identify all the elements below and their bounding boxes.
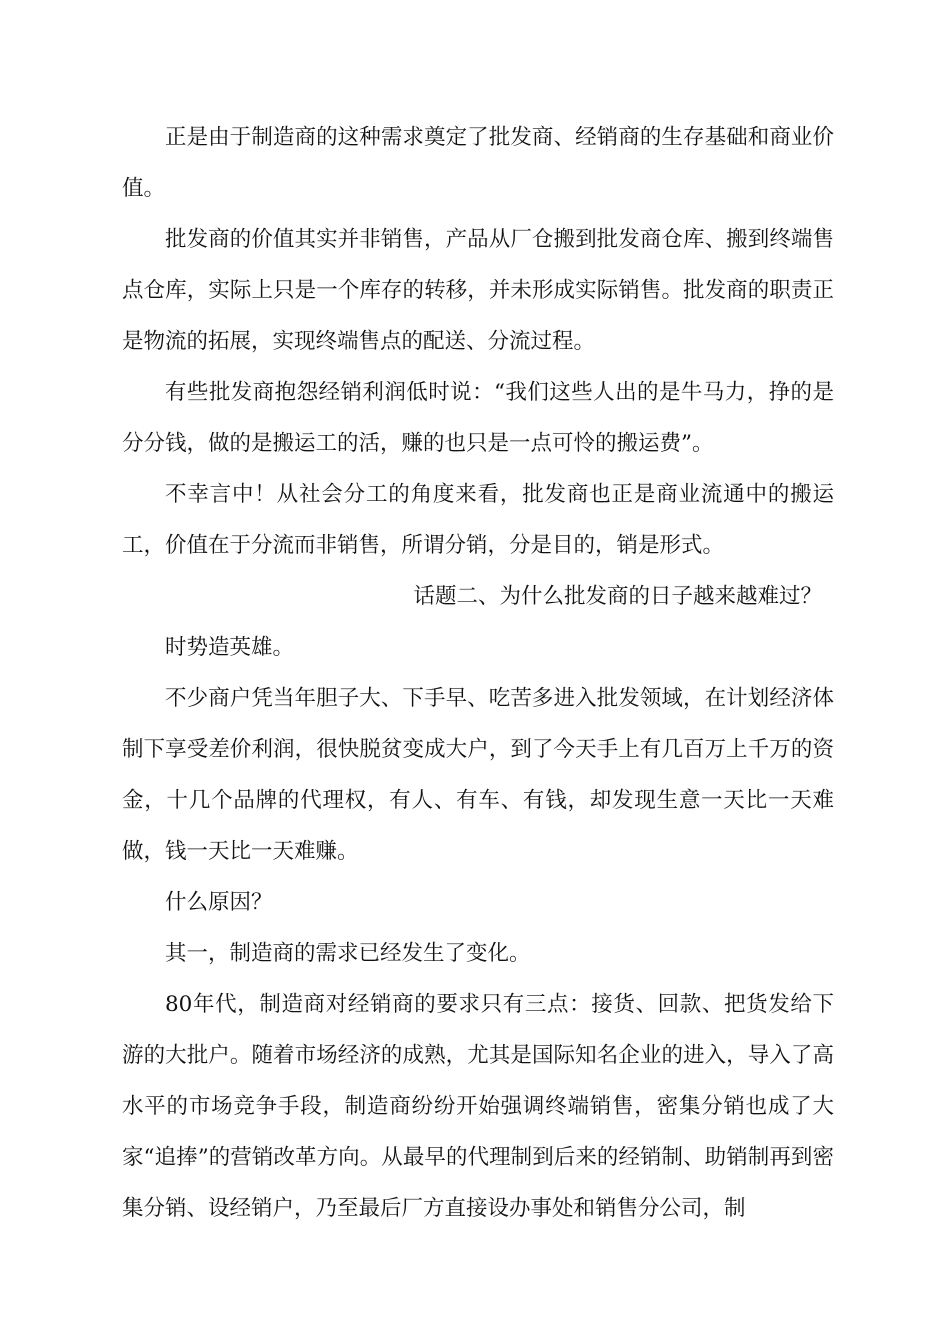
paragraph-7: 什么原因？ — [165, 890, 273, 915]
paragraph-5: 时势造英雄。 — [165, 635, 295, 660]
paragraph-2: 批发商的价值其实并非销售，产品从厂仓搬到批发商仓库、搬到终端售点仓库，实际上只是一个库存的转移，并未形成实际销售。批发商的职责正是物流的拓展，实现终端售点的配送、分流过程。 — [122, 227, 834, 354]
paragraph-6: 不少商户凭当年胆子大、下手早、吃苦多进入批发领域，在计划经济体制下享受差价利润，很快脱贫变成大户，到了今天手上有几百万上千万的资金，十几个品牌的代理权，有人、有车、有钱，却发现生意一天比一天难做，钱一天比一天难赚。 — [122, 686, 834, 864]
section-heading: 话题二、为什么批发商的日子越来越难过？ — [413, 584, 822, 609]
paragraph-9: 80年代，制造商对经销商的要求只有三点：接货、回款、把货发给下游的大批户。随着市场经济的成熟，尤其是国际知名企业的进入，导入了高水平的市场竞争手段，制造商纷纷开始强调终端销售，密集分销也成了大家“追捧”的营销改革方向。从最早的代理制到后来的经销制、助销制再到密集分销、设经销户，乃至最后厂方直接设办事处和销售分公司，制 — [122, 992, 834, 1221]
document-body — [122, 112, 834, 1234]
paragraph-4: 不幸言中！从社会分工的角度来看，批发商也正是商业流通中的搬运工，价值在于分流而非销售，所谓分销，分是目的，销是形式。 — [122, 482, 834, 558]
paragraph-8: 其一，制造商的需求已经发生了变化。 — [165, 941, 531, 966]
paragraph-1: 正是由于制造商的这种需求奠定了批发商、经销商的生存基础和商业价值。 — [122, 125, 834, 201]
paragraph-3: 有些批发商抱怨经销利润低时说：“我们这些人出的是牛马力，挣的是分分钱，做的是搬运工的活，赚的也只是一点可怜的搬运费”。 — [122, 380, 834, 456]
